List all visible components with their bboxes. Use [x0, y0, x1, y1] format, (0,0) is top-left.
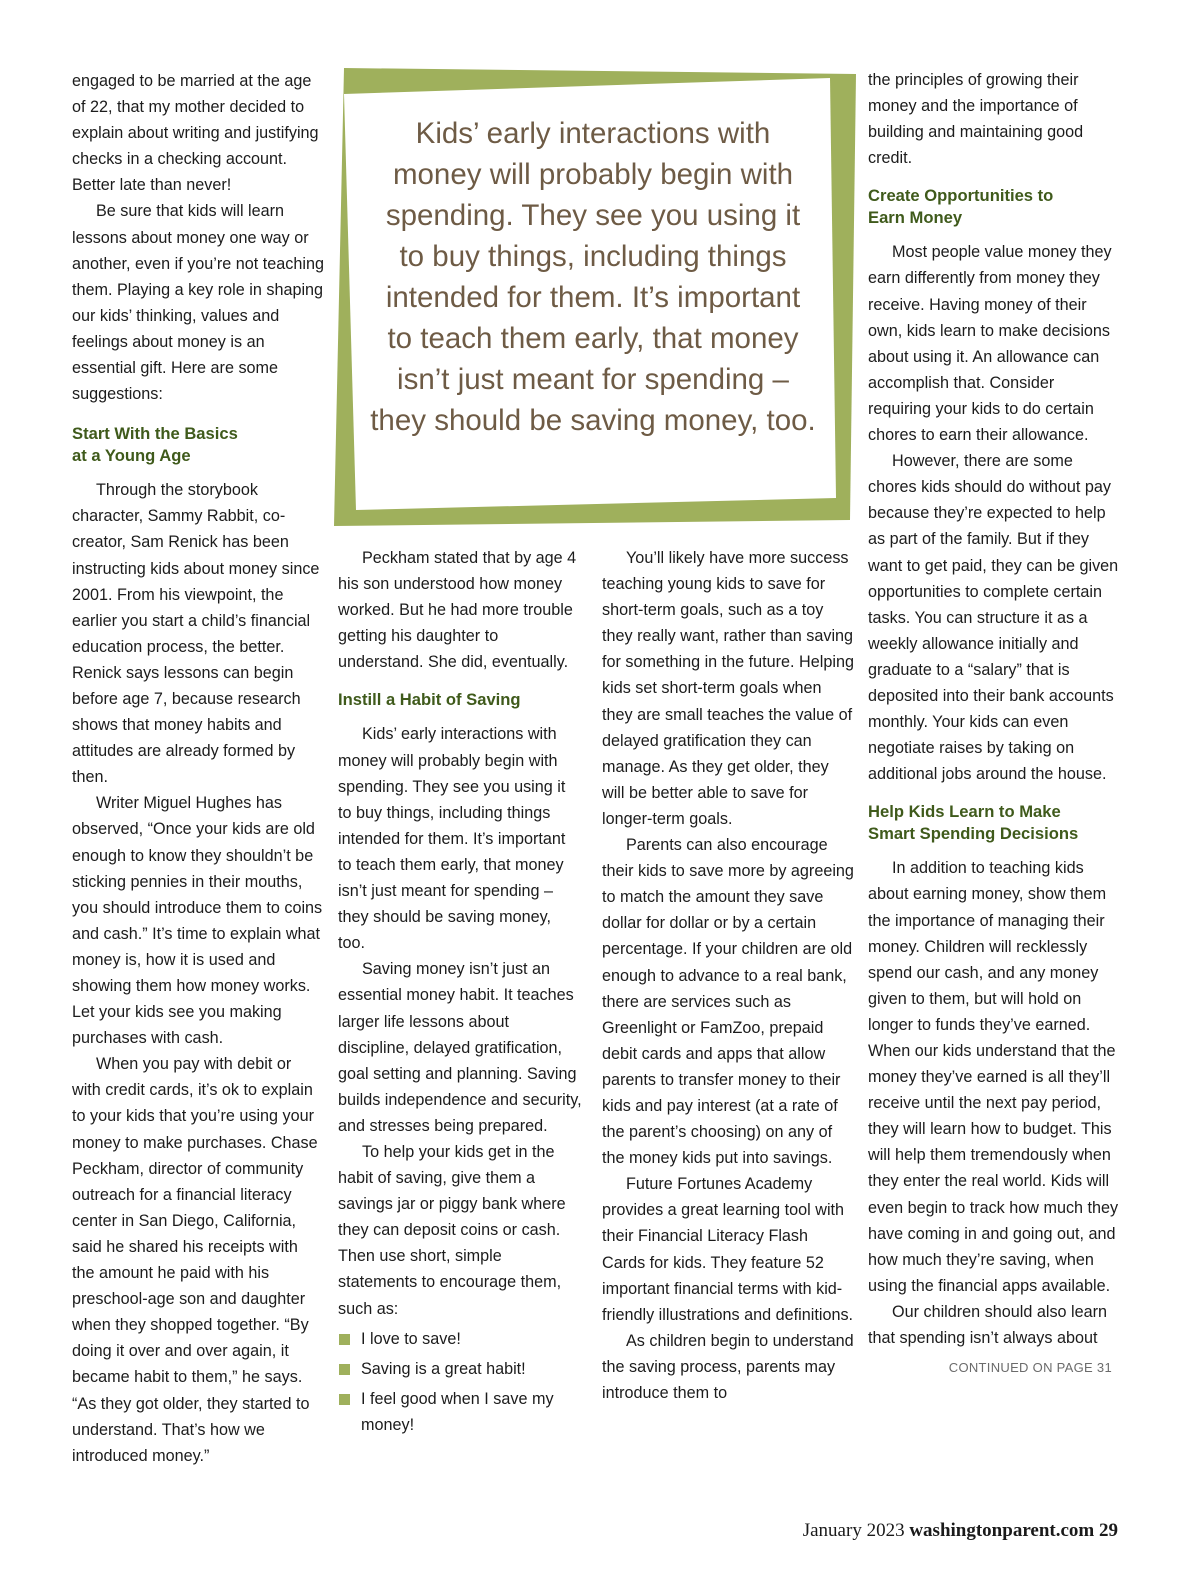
issue-date: January 2023 [802, 1520, 905, 1541]
section-heading-saving: Instill a Habit of Saving [338, 690, 521, 710]
list-item [338, 1356, 582, 1382]
paragraph: Saving money isn’t just an essential money habit. It teaches larger life lessons about discipline, delayed gratification, goal setting and planning. Saving builds independence and security, and stresses being prepared. [338, 960, 582, 1135]
paragraph: You’ll likely have more success teaching young kids to save for short-term goals, such as a toy they really want, rather than saving for something in the future. Helping kids set short-term goals when they are small teaches the value of delayed gratification they can manage. As they get older, they will be better able to save for longer-term goals. [602, 549, 854, 828]
section-heading-basics [72, 423, 324, 467]
column-1 [72, 68, 324, 1469]
heading-line: at a Young Age [72, 446, 191, 466]
pull-quote: Kids’ early interactions with money will probably begin with spending. They see you using it to buy things, including things intended for them. It’s important to teach them early, that money isn’t just meant for spending – they should be saving money, too. [370, 117, 816, 437]
list-item [338, 1386, 582, 1438]
paragraph: Through the storybook character, Sammy Rabbit, co-creator, Sam Renick has been instructing kids about money since 2001. From his viewpoint, the earlier you start a child’s financial education process, the better. Renick says lessons can begin before age 7, because research shows that money habits and attitudes are already formed by then. [72, 481, 320, 787]
bullet-square-icon [339, 1394, 350, 1405]
paragraph: Kids’ early interactions with money will probably begin with spending. They see you using it to buy things, including things intended for them. It’s important to teach them early, that money isn’t just meant for spending – they should be saving money, too. [338, 725, 566, 953]
list-item [338, 1326, 582, 1352]
page-footer [803, 1520, 1118, 1542]
continued-note: CONTINUED ON PAGE 31 [948, 1360, 1112, 1376]
website: washingtonparent.com [909, 1520, 1095, 1541]
paragraph: Our children should also learn that spending isn’t always about [868, 1302, 1108, 1348]
bullet-list [338, 1326, 582, 1438]
page-number: 29 [1099, 1520, 1118, 1541]
heading-line: Smart Spending Decisions [868, 824, 1079, 844]
paragraph: When you pay with debit or with credit cards, it’s ok to explain to your kids that you’re using your money to make purchases. Chase Peckham, director of community outreach for a financial literacy center in San Diego, California, said he shared his receipts with the amount he paid with his preschool-age son and daughter when they shopped together. “By doing it over and over again, it became habit to them,” he says. “As they got older, they started to understand. That’s how we introduced money.” [72, 1055, 318, 1465]
bullet-square-icon [339, 1334, 350, 1345]
list-item-text: I feel good when I save my money! [361, 1389, 554, 1434]
paragraph: Writer Miguel Hughes has observed, “Once your kids are old enough to know they shouldn’t be sticking pennies in their mouths, you should introduce them to coins and cash.” It’s time to explain what money is, how it is used and showing them how money works. Let your kids see you making purchases with cash. [72, 794, 323, 1048]
heading-line: Earn Money [868, 208, 963, 228]
column-3 [602, 545, 854, 1406]
column-4 [868, 67, 1120, 1381]
bullet-square-icon [339, 1364, 350, 1375]
section-heading-spending [868, 801, 1120, 845]
heading-line: Start With the Basics [72, 424, 238, 444]
paragraph: In addition to teaching kids about earning money, show them the importance of managing their money. Children will recklessly spend our cash, and any money given to them, but will hold on longer to funds they’ve earned. When our kids understand that the money they’ve earned is all they’ll receive until the next pay period, they will learn how to budget. This will help them tremendously when they enter the real world. Kids will even begin to track how much they have coming in and going out, and how much they’re saving, when using the financial apps available. [868, 859, 1119, 1295]
paragraph: the principles of growing their money and the importance of building and maintaining good credit. [868, 71, 1084, 168]
paragraph: As children begin to understand the saving process, parents may introduce them to [602, 1331, 854, 1402]
paragraph: Peckham stated that by age 4 his son understood how money worked. But he had more trouble getting his daughter to understand. She did, eventually. [338, 549, 577, 672]
paragraph: Parents can also encourage their kids to save more by agreeing to match the amount they save dollar for dollar or by a certain percentage. If your children are old enough to advance to a real bank, there are services such as Greenlight or FamZoo, prepaid debit cards and apps that allow parents to transfer money to their kids and pay interest (at a rate of the parent’s choosing) on any of the money kids put into savings. [602, 836, 854, 1168]
heading-line: Help Kids Learn to Make [868, 802, 1061, 822]
heading-line: Create Opportunities to [868, 186, 1054, 206]
paragraph: Most people value money they earn differently from money they receive. Having money of their own, kids learn to make decisions about using it. An allowance can accomplish that. Consider requiring your kids to do certain chores to earn their allowance. [868, 243, 1112, 445]
paragraph: engaged to be married at the age of 22, that my mother decided to explain about writing and justifying checks in a checking account. Better late than never! [72, 72, 319, 195]
list-item-text: I love to save! [361, 1329, 461, 1348]
list-item-text: Saving is a great habit! [361, 1359, 526, 1378]
paragraph: To help your kids get in the habit of saving, give them a savings jar or piggy bank where they can deposit coins or cash. Then use short, simple statements to encourage them, such as: [338, 1142, 566, 1318]
paragraph: Be sure that kids will learn lessons about money one way or another, even if you’re not teaching them. Playing a key role in shaping our kids’ thinking, values and feelings about money is an essential gift. Here are some suggestions: [72, 202, 324, 404]
paragraph: Future Fortunes Academy provides a great learning tool with their Financial Literacy Flash Cards for kids. They feature 52 important financial terms with kid-friendly illustrations and definitions. [602, 1175, 854, 1324]
column-2 [338, 545, 582, 1442]
section-heading-earn [868, 185, 1120, 229]
paragraph: However, there are some chores kids should do without pay because they’re expected to help as part of the family. But if they want to get paid, they can be given opportunities to complete certain tasks. You can structure it as a weekly allowance initially and graduate to a “salary” that is deposited into their bank accounts monthly. Your kids can even negotiate raises by taking on additional jobs around the house. [868, 452, 1119, 784]
